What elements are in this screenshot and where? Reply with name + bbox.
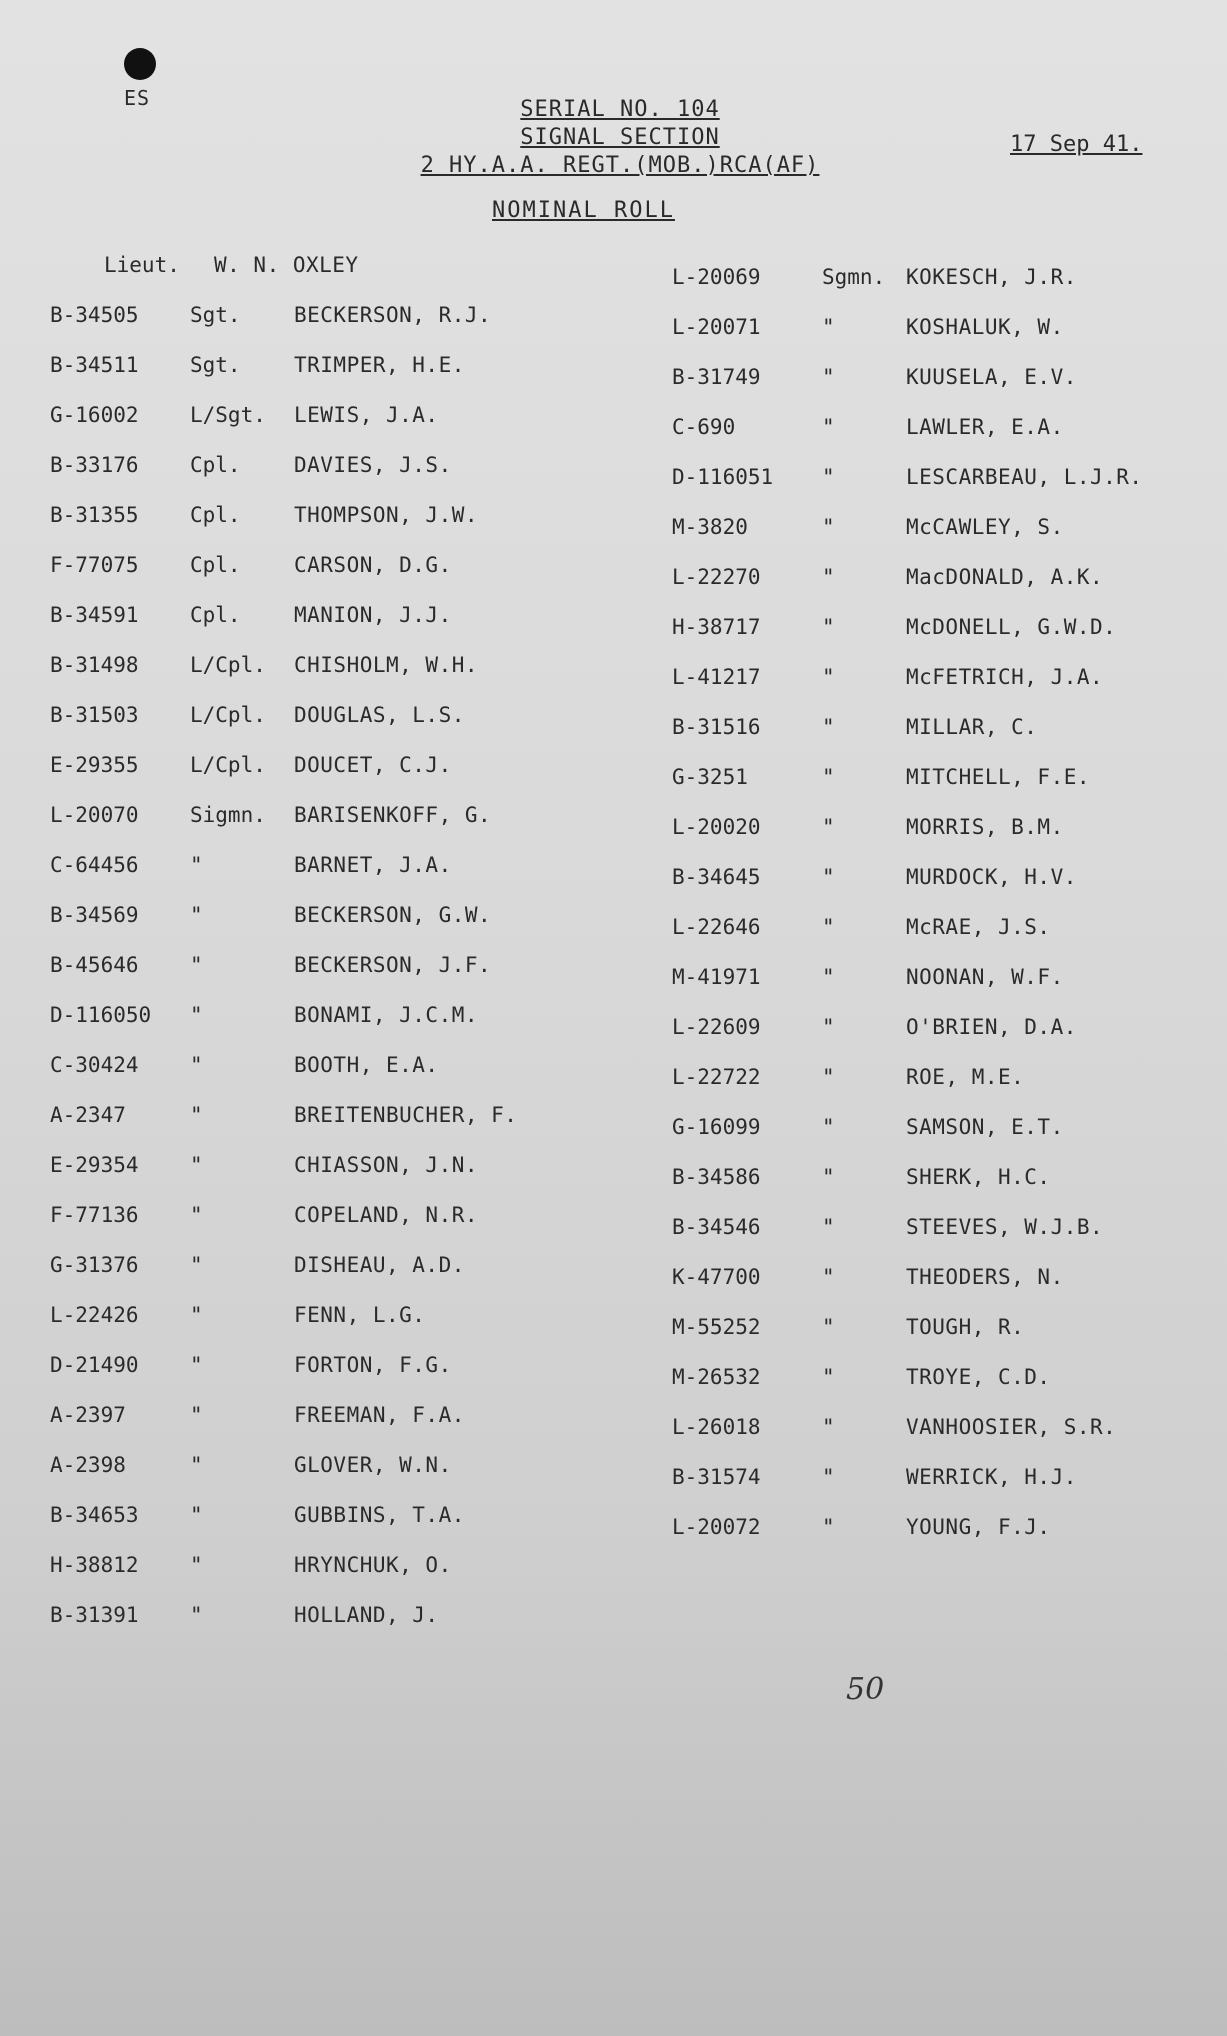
member-name: NOONAN, W.F. (906, 965, 1064, 989)
serial-number: SERIAL NO. 104 (520, 97, 720, 122)
rank: " (822, 515, 835, 539)
rank: " (822, 1465, 835, 1489)
regimental-number: M-26532 (672, 1365, 761, 1389)
rank: " (822, 615, 835, 639)
roster-entry (50, 690, 517, 740)
member-name: O'BRIEN, D.A. (906, 1015, 1077, 1039)
section-name: SIGNAL SECTION (520, 125, 720, 150)
rank: " (822, 415, 835, 439)
roster-entry (672, 1152, 1143, 1202)
regimental-number: B-34505 (50, 303, 139, 327)
regimental-number: L-41217 (672, 665, 761, 689)
roster-entry (50, 890, 517, 940)
member-name: GUBBINS, T.A. (294, 1503, 465, 1527)
document-date: 17 Sep 41. (1010, 132, 1143, 157)
regimental-number: B-31498 (50, 653, 139, 677)
rank: " (822, 1165, 835, 1189)
regimental-number: D-116051 (672, 465, 774, 489)
rank: " (822, 1015, 835, 1039)
roster-entry (672, 802, 1143, 852)
regimental-number: B-34569 (50, 903, 139, 927)
member-name: DOUCET, C.J. (294, 753, 452, 777)
rank: " (190, 1153, 203, 1177)
roster-entry (672, 402, 1143, 452)
roster-entry (50, 1390, 517, 1440)
regimental-number: C-64456 (50, 853, 139, 877)
rank: " (190, 1003, 203, 1027)
regimental-number: B-34645 (672, 865, 761, 889)
roster-entry (672, 1052, 1143, 1102)
member-name: BECKERSON, G.W. (294, 903, 492, 927)
member-name: BARNET, J.A. (294, 853, 452, 877)
roster-entry (672, 1302, 1143, 1352)
regimental-number: L-22426 (50, 1303, 139, 1327)
rank: " (190, 953, 203, 977)
member-name: CHISHOLM, W.H. (294, 653, 479, 677)
rank: " (822, 765, 835, 789)
member-name: FORTON, F.G. (294, 1353, 452, 1377)
regimental-number: E-29355 (50, 753, 139, 777)
roster-entry (672, 702, 1143, 752)
roster-entry (672, 1352, 1143, 1402)
roster-entry (50, 1440, 517, 1490)
regimental-number: M-55252 (672, 1315, 761, 1339)
roster-entry (50, 490, 517, 540)
rank: " (822, 365, 835, 389)
rank: Cpl. (190, 503, 241, 527)
regimental-number: B-34586 (672, 1165, 761, 1189)
rank: Cpl. (190, 553, 241, 577)
member-name: THOMPSON, J.W. (294, 503, 479, 527)
member-name: MURDOCK, H.V. (906, 865, 1077, 889)
roster-entry (50, 590, 517, 640)
roster-entry (50, 1090, 517, 1140)
roster-entry (50, 440, 517, 490)
rank: " (190, 1203, 203, 1227)
roster-entry (50, 290, 517, 340)
roster-entry (50, 940, 517, 990)
member-name: DOUGLAS, L.S. (294, 703, 465, 727)
regimental-number: L-22609 (672, 1015, 761, 1039)
unit-name: 2 HY.A.A. REGT.(MOB.)RCA(AF) (420, 153, 820, 178)
roster-entry (50, 1290, 517, 1340)
member-name: McRAE, J.S. (906, 915, 1051, 939)
rank: L/Sgt. (190, 403, 266, 427)
rank: " (190, 1303, 203, 1327)
roster-entry (50, 1040, 517, 1090)
member-name: BONAMI, J.C.M. (294, 1003, 479, 1027)
regimental-number: E-29354 (50, 1153, 139, 1177)
member-name: TOUGH, R. (906, 1315, 1025, 1339)
regimental-number: L-20070 (50, 803, 139, 827)
rank: " (190, 1103, 203, 1127)
roster-entry (50, 340, 517, 390)
regimental-number: L-20071 (672, 315, 761, 339)
member-name: ROE, M.E. (906, 1065, 1025, 1089)
member-name: McFETRICH, J.A. (906, 665, 1104, 689)
member-name: KUUSELA, E.V. (906, 365, 1077, 389)
rank: L/Cpl. (190, 753, 266, 777)
member-name: McCAWLEY, S. (906, 515, 1064, 539)
rank: " (822, 865, 835, 889)
regimental-number: F-77075 (50, 553, 139, 577)
page-title: NOMINAL ROLL (492, 198, 675, 223)
rank: " (822, 815, 835, 839)
regimental-number: A-2398 (50, 1453, 126, 1477)
roster-entry (672, 1502, 1143, 1552)
regimental-number: G-16099 (672, 1115, 761, 1139)
regimental-number: A-2347 (50, 1103, 126, 1127)
member-name: GLOVER, W.N. (294, 1453, 452, 1477)
regimental-number: G-16002 (50, 403, 139, 427)
rank: " (822, 565, 835, 589)
rank: " (190, 853, 203, 877)
left-roster-column (50, 240, 517, 1640)
rank: " (822, 1515, 835, 1539)
roster-entry (672, 502, 1143, 552)
regimental-number: B-31516 (672, 715, 761, 739)
member-name: LEWIS, J.A. (294, 403, 439, 427)
roster-entry (50, 1340, 517, 1390)
regimental-number: M-41971 (672, 965, 761, 989)
regimental-number: L-20069 (672, 265, 761, 289)
rank: " (822, 1215, 835, 1239)
member-name: MITCHELL, F.E. (906, 765, 1091, 789)
punch-hole (124, 48, 156, 80)
roster-entry (50, 640, 517, 690)
roster-entry (50, 1240, 517, 1290)
rank: " (822, 465, 835, 489)
member-name: LAWLER, E.A. (906, 415, 1064, 439)
regimental-number: L-22270 (672, 565, 761, 589)
regimental-number: B-31391 (50, 1603, 139, 1627)
roster-entry (672, 1402, 1143, 1452)
rank: " (822, 1265, 835, 1289)
rank: L/Cpl. (190, 653, 266, 677)
rank: " (190, 1053, 203, 1077)
member-name: THEODERS, N. (906, 1265, 1064, 1289)
rank: L/Cpl. (190, 703, 266, 727)
regimental-number: L-22722 (672, 1065, 761, 1089)
member-name: HRYNCHUK, O. (294, 1553, 452, 1577)
regimental-number: H-38812 (50, 1553, 139, 1577)
rank: " (822, 1315, 835, 1339)
rank: " (190, 1453, 203, 1477)
rank: " (822, 965, 835, 989)
regimental-number: B-34653 (50, 1503, 139, 1527)
member-name: HOLLAND, J. (294, 1603, 439, 1627)
member-name: YOUNG, F.J. (906, 1515, 1051, 1539)
member-name: McDONELL, G.W.D. (906, 615, 1117, 639)
roster-entry (672, 252, 1143, 302)
roster-entry (50, 390, 517, 440)
rank: Sgmn. (822, 265, 886, 289)
regimental-number: B-33176 (50, 453, 139, 477)
roster-entry (50, 1140, 517, 1190)
roster-entry (672, 1202, 1143, 1252)
rank: " (190, 1603, 203, 1627)
rank: Sgt. (190, 353, 241, 377)
roster-entry (672, 752, 1143, 802)
rank: " (822, 1365, 835, 1389)
rank: " (822, 715, 835, 739)
member-name: LESCARBEAU, L.J.R. (906, 465, 1143, 489)
rank: " (190, 903, 203, 927)
regimental-number: G-3251 (672, 765, 748, 789)
roster-entry (672, 652, 1143, 702)
roster-entry (50, 1540, 517, 1590)
member-name: MORRIS, B.M. (906, 815, 1064, 839)
roster-entry (672, 1102, 1143, 1152)
corner-mark: ES (124, 86, 151, 110)
rank: " (190, 1553, 203, 1577)
member-name: DAVIES, J.S. (294, 453, 452, 477)
rank: Cpl. (190, 453, 241, 477)
roster-entry (672, 952, 1143, 1002)
member-name: SAMSON, E.T. (906, 1115, 1064, 1139)
member-name: BARISENKOFF, G. (294, 803, 492, 827)
right-roster-column (672, 252, 1143, 1552)
member-name: WERRICK, H.J. (906, 1465, 1077, 1489)
roster-entry (672, 902, 1143, 952)
officer-rank: Lieut. (104, 253, 180, 277)
member-name: MacDONALD, A.K. (906, 565, 1104, 589)
member-name: TRIMPER, H.E. (294, 353, 465, 377)
regimental-number: C-30424 (50, 1053, 139, 1077)
roster-entry (50, 740, 517, 790)
folio-number: 50 (846, 1672, 885, 1707)
regimental-number: C-690 (672, 415, 736, 439)
rank: " (822, 1065, 835, 1089)
member-name: BOOTH, E.A. (294, 1053, 439, 1077)
member-name: FENN, L.G. (294, 1303, 426, 1327)
rank: " (190, 1353, 203, 1377)
regimental-number: B-31503 (50, 703, 139, 727)
member-name: STEEVES, W.J.B. (906, 1215, 1104, 1239)
member-name: BREITENBUCHER, F. (294, 1103, 518, 1127)
roster-entry (50, 790, 517, 840)
rank: Sigmn. (190, 803, 266, 827)
roster-entry (50, 1190, 517, 1240)
officer-entry (50, 240, 517, 290)
regimental-number: G-31376 (50, 1253, 139, 1277)
rank: " (822, 915, 835, 939)
roster-entry (672, 302, 1143, 352)
roster-entry (672, 552, 1143, 602)
member-name: CARSON, D.G. (294, 553, 452, 577)
regimental-number: K-47700 (672, 1265, 761, 1289)
roster-entry (50, 1490, 517, 1540)
member-name: COPELAND, N.R. (294, 1203, 479, 1227)
regimental-number: B-34511 (50, 353, 139, 377)
member-name: VANHOOSIER, S.R. (906, 1415, 1117, 1439)
member-name: DISHEAU, A.D. (294, 1253, 465, 1277)
rank: Cpl. (190, 603, 241, 627)
rank: " (190, 1403, 203, 1427)
regimental-number: D-116050 (50, 1003, 152, 1027)
member-name: CHIASSON, J.N. (294, 1153, 479, 1177)
regimental-number: F-77136 (50, 1203, 139, 1227)
regimental-number: L-26018 (672, 1415, 761, 1439)
regimental-number: L-20020 (672, 815, 761, 839)
regimental-number: L-20072 (672, 1515, 761, 1539)
regimental-number: B-31574 (672, 1465, 761, 1489)
roster-entry (672, 452, 1143, 502)
rank: " (822, 1415, 835, 1439)
regimental-number: M-3820 (672, 515, 748, 539)
regimental-number: B-34591 (50, 603, 139, 627)
rank: " (190, 1253, 203, 1277)
member-name: MILLAR, C. (906, 715, 1038, 739)
regimental-number: B-45646 (50, 953, 139, 977)
regimental-number: L-22646 (672, 915, 761, 939)
member-name: MANION, J.J. (294, 603, 452, 627)
roster-entry (672, 852, 1143, 902)
regimental-number: A-2397 (50, 1403, 126, 1427)
rank: Sgt. (190, 303, 241, 327)
roster-entry (672, 1252, 1143, 1302)
roster-entry (672, 352, 1143, 402)
rank: " (822, 315, 835, 339)
roster-entry (672, 1002, 1143, 1052)
roster-entry (672, 602, 1143, 652)
member-name: SHERK, H.C. (906, 1165, 1051, 1189)
roster-entry (672, 1452, 1143, 1502)
rank: " (822, 1115, 835, 1139)
regimental-number: B-34546 (672, 1215, 761, 1239)
roster-entry (50, 540, 517, 590)
regimental-number: H-38717 (672, 615, 761, 639)
member-name: TROYE, C.D. (906, 1365, 1051, 1389)
member-name: BECKERSON, R.J. (294, 303, 492, 327)
member-name: BECKERSON, J.F. (294, 953, 492, 977)
roster-entry (50, 1590, 517, 1640)
roster-entry (50, 990, 517, 1040)
officer-name: W. N. OXLEY (214, 253, 359, 277)
document-header (390, 96, 850, 180)
rank: " (822, 665, 835, 689)
rank: " (190, 1503, 203, 1527)
regimental-number: B-31749 (672, 365, 761, 389)
member-name: FREEMAN, F.A. (294, 1403, 465, 1427)
roster-entry (50, 840, 517, 890)
member-name: KOSHALUK, W. (906, 315, 1064, 339)
regimental-number: D-21490 (50, 1353, 139, 1377)
member-name: KOKESCH, J.R. (906, 265, 1077, 289)
regimental-number: B-31355 (50, 503, 139, 527)
